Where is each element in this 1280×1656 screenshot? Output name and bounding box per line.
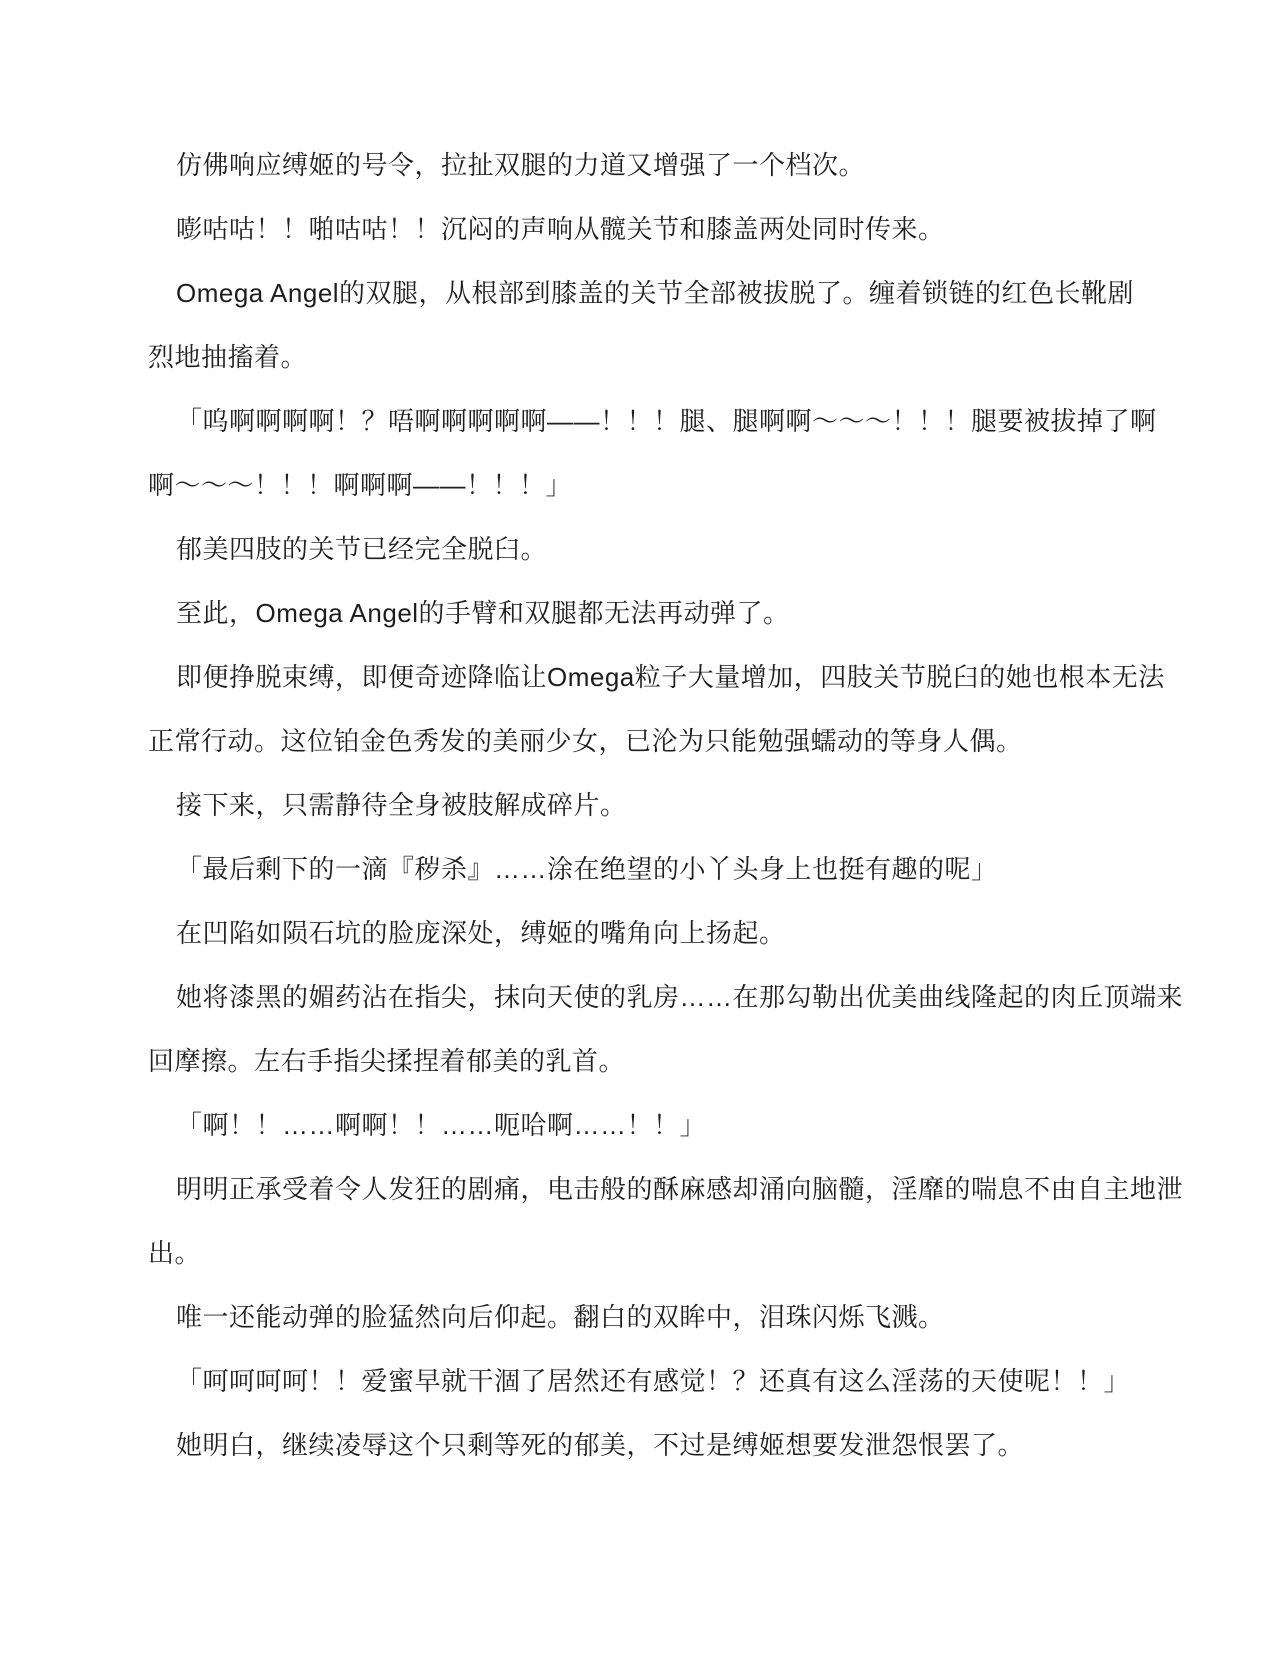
text-line: Omega Angel的双腿，从根部到膝盖的关节全部被拔脱了。缠着锁链的红色长靴剧 — [176, 278, 1135, 308]
text-line: 接下来，只需静待全身被肢解成碎片。 — [176, 790, 627, 820]
paragraph — [148, 965, 1184, 1093]
text-line: 至此，Omega Angel的手臂和双腿都无法再动弹了。 — [176, 598, 790, 628]
paragraph — [148, 1285, 1150, 1349]
paragraph — [148, 389, 1157, 517]
paragraph — [148, 1413, 1150, 1477]
text-line: 明明正承受着令人发狂的剧痛，电击般的酥麻感却涌向脑髓，淫靡的喘息不由自主地泄 — [176, 1174, 1184, 1204]
text-line: 正常行动。这位铂金色秀发的美丽少女，已沦为只能勉强蠕动的等身人偶。 — [148, 726, 1023, 756]
paragraph — [148, 1157, 1184, 1285]
paragraph — [148, 581, 1150, 645]
paragraph — [148, 133, 1150, 197]
text-line: 回摩擦。左右手指尖揉捏着郁美的乳首。 — [148, 1046, 626, 1076]
text-line: 出。 — [148, 1238, 202, 1268]
text-line: 她明白，继续凌辱这个只剩等死的郁美，不过是缚姬想要发泄怨恨罢了。 — [176, 1430, 1025, 1460]
text-line: 唯一还能动弹的脸猛然向后仰起。翻白的双眸中，泪珠闪烁飞溅。 — [176, 1302, 945, 1332]
text-line: 郁美四肢的关节已经完全脱臼。 — [176, 534, 548, 564]
text-line: 在凹陷如陨石坑的脸庞深处，缚姬的嘴角向上扬起。 — [176, 918, 786, 948]
text-line: 「呜啊啊啊啊！？唔啊啊啊啊啊——！！！腿、腿啊啊～～～！！！腿要被拔掉了啊 — [176, 406, 1157, 436]
paragraph — [148, 1093, 1150, 1157]
text-line: 即便挣脱束缚，即便奇迹降临让Omega粒子大量增加，四肢关节脱臼的她也根本无法 — [176, 662, 1165, 692]
text-line: 仿佛响应缚姬的号令，拉扯双腿的力道又增强了一个档次。 — [176, 150, 866, 180]
text-line: 「呵呵呵呵！！爱蜜早就干涸了居然还有感觉！？还真有这么淫荡的天使呢！！」 — [176, 1366, 1131, 1396]
text-line: 「啊！！……啊啊！！……呃哈啊……！！」 — [176, 1110, 707, 1140]
paragraph — [148, 1349, 1150, 1413]
paragraph — [148, 261, 1150, 389]
paragraph — [148, 517, 1150, 581]
text-line: 「最后剩下的一滴『秽杀』……涂在绝望的小丫头身上也挺有趣的呢」 — [176, 854, 998, 884]
text-line: 嘭咕咕！！啪咕咕！！沉闷的声响从髋关节和膝盖两处同时传来。 — [176, 214, 945, 244]
paragraph — [148, 837, 1150, 901]
paragraph — [148, 901, 1150, 965]
text-line: 她将漆黑的媚药沾在指尖，抹向天使的乳房……在那勾勒出优美曲线隆起的肉丘顶端来 — [176, 982, 1184, 1012]
paragraph — [148, 197, 1150, 261]
text-line: 烈地抽搐着。 — [148, 342, 308, 372]
text-line: 啊～～～！！！啊啊啊——！！！」 — [148, 470, 573, 500]
paragraph — [148, 773, 1150, 837]
paragraph — [148, 645, 1165, 773]
